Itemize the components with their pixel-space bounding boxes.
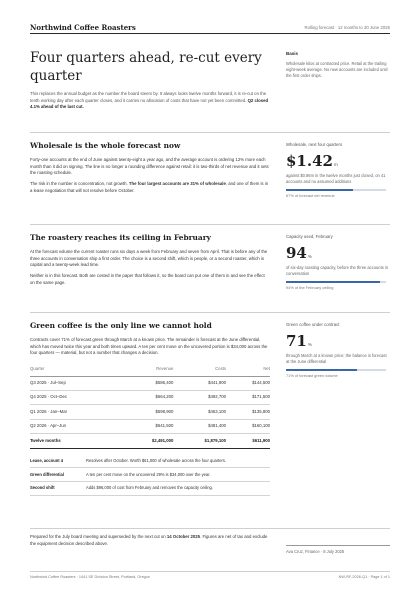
roastery-section <box>30 234 280 286</box>
column-header: Revenue <box>121 364 174 376</box>
green-coffee-progress-caption: 71% of forecast green volume <box>286 372 338 378</box>
wholesale-paragraph-1: Forty-one accounts at the end of June against twenty-eight a year ago, and the average account is ordering 12% more each month than it did on signing. The line is no longer a rounding difference against retail: it is two-thirds of net revenue and it sets the roasting schedule. <box>30 156 269 176</box>
closing-text: Prepared for the July board meeting and superseded by the next cut on 14 October 2025. Figures are net of tax and exclude the equipment decision described above. <box>30 534 268 546</box>
table-row <box>30 390 270 404</box>
divider <box>30 224 390 225</box>
total-revenue-cell: $2,491,000 <box>121 434 174 448</box>
table-row <box>30 376 270 390</box>
total-label-cell: Twelve months <box>30 434 121 448</box>
masthead <box>30 22 390 34</box>
sensitivity-notes <box>30 455 270 496</box>
costs-cell: $492,700 <box>173 390 226 404</box>
signoff <box>286 545 390 555</box>
note-row <box>30 455 270 468</box>
note-key: Lease, account 4 <box>30 455 86 468</box>
green-coffee-heading: Green coffee is the only line we cannot hold <box>30 321 212 330</box>
footer-reference: NW-RF-2026-Q1 · Page 1 of 1 <box>338 575 390 579</box>
page-title: Four quarters ahead, re-cut every quarter <box>30 50 262 84</box>
intro-section <box>30 50 280 111</box>
capacity-progress-caption: 94% of the February ceiling <box>286 284 334 290</box>
lede-text: This replaces the annual budget as the number the board steers by. It always looks twelve months forward, it is re-cut on the tenth working day after each quarter closes, and it carries no allocation of costs that have not yet been committed. <box>30 91 267 103</box>
revenue-cell: $598,900 <box>121 405 174 419</box>
wholesale-section <box>30 142 280 194</box>
quarter-cell: Q1 2026 · Jan–Mar <box>30 405 121 419</box>
costs-cell: $441,900 <box>173 376 226 390</box>
capacity-stat <box>286 234 390 291</box>
roastery-paragraph-1: At the forecast volume the current roaster runs six days a week from February and seven from April. That is before any of the three accounts in conversation ship a first order. The choice is a second shift, which is people, or a second roaster, which is capital and a twenty-week lead time. <box>30 248 268 268</box>
table-row <box>30 405 270 419</box>
note-value: Resolves after October. Worth $61,000 of wholesale across the four quarters. <box>86 455 270 468</box>
green-coffee-stat-label: Green coffee under contract <box>286 322 340 327</box>
costs-cell: $481,400 <box>173 419 226 433</box>
basis-note: Wholesale kilos at contracted price. Retail at the trailing eight-week average. No new accounts are included until the first order ships. <box>286 60 388 79</box>
basis-panel <box>286 51 390 79</box>
wholesale-stat-value: $1.42m <box>286 151 338 170</box>
green-coffee-progress-fill <box>286 369 357 371</box>
concentration-highlight: The four largest accounts are 31% of wholesale <box>128 180 226 186</box>
costs-cell: $463,100 <box>173 405 226 419</box>
green-coffee-section <box>30 322 280 496</box>
revenue-cell: $641,500 <box>121 419 174 433</box>
wholesale-stat <box>286 142 390 199</box>
wholesale-progress-caption: 67% of forecast net revenue <box>286 192 335 198</box>
document-page <box>30 0 390 594</box>
roastery-heading: The roastery reaches its ceiling in February <box>30 233 211 242</box>
wholesale-stat-label: Wholesale, next four quarters <box>286 142 343 147</box>
total-net-cell: $611,900 <box>226 434 270 448</box>
green-coffee-paragraph: Contracts cover 71% of forecast green through March at a known price. The remainder is forecast at the June differential, which has moved twice this year and both times upward. A ten per cent move on the uncovered portion is $34,000 across the four quarters — material, but not a number that changes a decision. <box>30 336 268 356</box>
capacity-progress-bar <box>286 281 386 283</box>
note-key: Second shift <box>30 482 86 496</box>
page-footer <box>30 571 390 581</box>
roastery-paragraph-2: Neither is in this forecast. Both are costed in the paper that follows it, so the board can put one of them in and see the effect on the same page. <box>30 272 265 285</box>
closing-note <box>30 534 280 547</box>
note-row <box>30 482 270 496</box>
quarter-cell: Q2 2026 · Apr–Jun <box>30 419 121 433</box>
capacity-stat-label: Capacity used, February <box>286 234 333 239</box>
table-header-row <box>30 364 270 376</box>
note-value: A ten per cent move on the uncovered 29% is $34,000 over the year. <box>86 468 270 482</box>
table-row <box>30 419 270 433</box>
basis-label: Basis <box>286 51 299 56</box>
net-cell: $160,100 <box>226 419 270 433</box>
green-coffee-stat-note: through March at a known price; the balance is forecast at the June differential <box>286 352 387 364</box>
net-cell: $171,500 <box>226 390 270 404</box>
note-value: Adds $96,000 of cost from February and removes the capacity ceiling. <box>86 482 270 496</box>
wholesale-progress-fill <box>286 189 353 191</box>
capacity-progress-fill <box>286 281 380 283</box>
column-header: Quarter <box>30 364 121 376</box>
divider <box>30 312 390 313</box>
brand-name: Northwind Coffee Roasters <box>30 23 136 32</box>
divider <box>30 528 390 529</box>
wholesale-progress-bar <box>286 189 386 191</box>
note-row <box>30 468 270 482</box>
intro-lede <box>30 91 270 111</box>
footer-address: Northwind Coffee Roasters · 1441 SE Division Street, Portland, Oregon <box>30 575 151 579</box>
net-cell: $135,800 <box>226 405 270 419</box>
divider <box>30 132 390 133</box>
capacity-stat-value: 94% <box>286 243 312 262</box>
forecast-period: Rolling forecast · 12 months to 30 June 2026 <box>304 25 390 30</box>
wholesale-heading: Wholesale is the whole forecast now <box>30 141 181 150</box>
capacity-stat-note: of six-day roasting capacity, before the three accounts in conversation <box>286 264 389 276</box>
green-coffee-stat <box>286 322 390 379</box>
quarter-cell: Q3 2025 · Jul–Sep <box>30 376 121 390</box>
revenue-cell: $664,200 <box>121 390 174 404</box>
quarter-cell: Q4 2025 · Oct–Dec <box>30 390 121 404</box>
total-costs-cell: $1,879,100 <box>173 434 226 448</box>
forecast-table <box>30 364 270 449</box>
next-cut-date: 14 October 2025 <box>166 534 201 539</box>
net-cell: $144,500 <box>226 376 270 390</box>
column-header: Net <box>226 364 270 376</box>
green-coffee-stat-value: 71% <box>286 331 312 350</box>
lede-highlight: Q2 closed 4.1% ahead of the last cut. <box>30 97 269 110</box>
wholesale-paragraph-2: The risk in the number is concentration, not growth. The four largest accounts are 31% of wholesale, and one of them is in a lease negotiation that will not resolve before October. <box>30 180 269 193</box>
signoff-text: Ava Cruz, Finance · 8 July 2025 <box>286 549 345 554</box>
column-header: Costs <box>173 364 226 376</box>
green-coffee-progress-bar <box>286 369 386 371</box>
revenue-cell: $586,400 <box>121 376 174 390</box>
table-total-row <box>30 434 270 448</box>
wholesale-stat-note: against $0.96m in the twelve months just closed, on 41 accounts and no assumed additions <box>286 172 386 184</box>
note-key: Green differential <box>30 468 86 482</box>
